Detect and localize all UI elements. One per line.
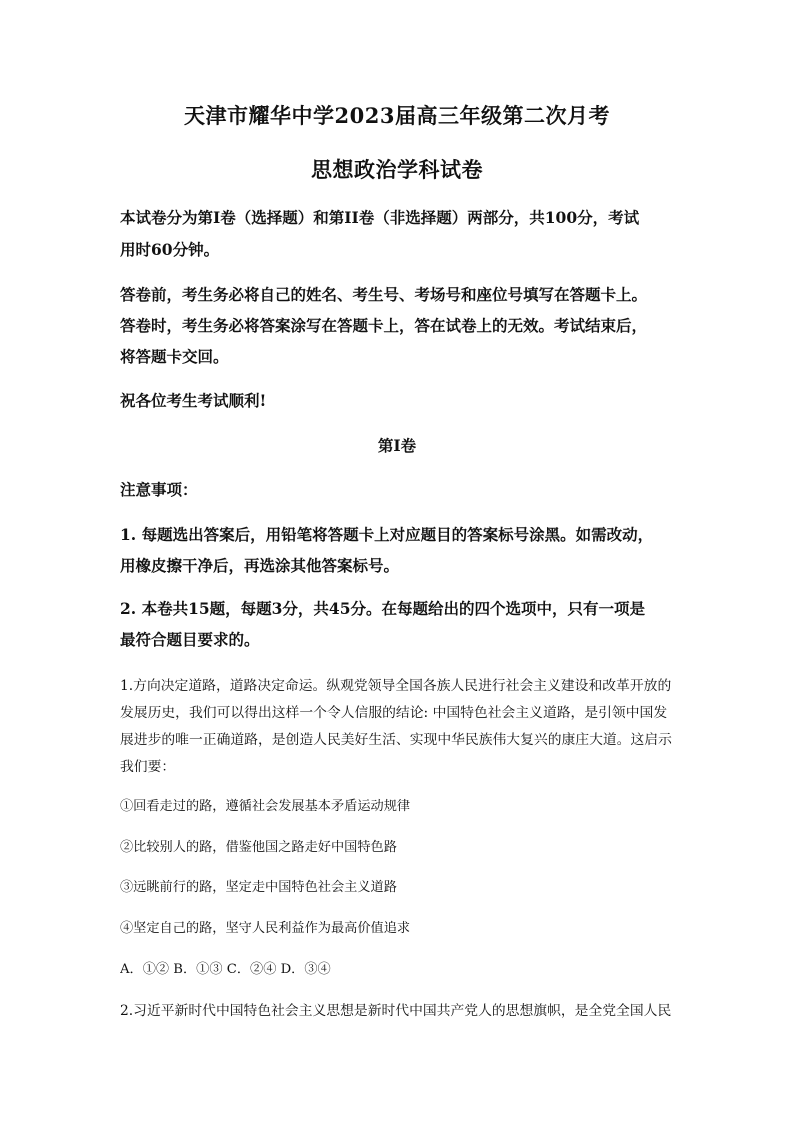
- question-1-statement-1: ①回看走过的路，遵循社会发展基本矛盾运动规律: [120, 799, 411, 814]
- note-1-line-1: 1. 每题选出答案后，用铅笔将答题卡上对应题目的答案标号涂黑。如需改动，: [120, 525, 654, 544]
- note-2-line-1: 2. 本卷共15题，每题3分，共45分。在每题给出的四个选项中，只有一项是: [120, 599, 646, 618]
- part-one-heading: 第I卷: [377, 436, 417, 455]
- question-1-line-3: 展进步的唯一正确道路，是创造人民美好生活、实现中华民族伟大复兴的康庄大道。这启示: [120, 732, 672, 748]
- question-2-line-1: 2.习近平新时代中国特色社会主义思想是新时代中国共产党人的思想旗帜，是全党全国人民: [120, 1003, 672, 1019]
- question-1-statement-2: ②比较别人的路，借鉴他国之路走好中国特色路: [120, 840, 397, 855]
- good-luck-wish: 祝各位考生考试顺利!: [120, 391, 267, 410]
- question-1-statement-3: ③远眺前行的路，坚定走中国特色社会主义道路: [120, 880, 397, 895]
- page-title: 天津市耀华中学2023届高三年级第二次月考: [184, 103, 610, 128]
- instructions-line-3: 将答题卡交回。: [120, 347, 229, 366]
- question-1-statement-4: ④坚定自己的路，坚守人民利益作为最高价值追求: [120, 921, 411, 936]
- exam-info-line-2: 用时60分钟。: [120, 240, 220, 259]
- instructions-line-2: 答卷时，考生务必将答案涂写在答题卡上，答在试卷上的无效。考试结束后，: [120, 316, 648, 335]
- question-1-line-1: 1.方向决定道路，道路决定命运。纵观党领导全国各族人民进行社会主义建设和改革开放的: [120, 678, 672, 694]
- question-1-line-2: 发展历史，我们可以得出这样一个令人信服的结论: 中国特色社会主义道路，是引领中国发: [120, 705, 668, 721]
- instructions-line-1: 答卷前，考生务必将自己的姓名、考生号、考场号和座位号填写在答题卡上。: [120, 285, 648, 304]
- exam-info-line-1: 本试卷分为第I卷（选择题）和第II卷（非选择题）两部分，共100分，考试: [120, 208, 640, 227]
- page-subtitle: 思想政治学科试卷: [311, 157, 483, 182]
- note-1-line-2: 用橡皮擦干净后，再选涂其他答案标号。: [120, 556, 400, 575]
- note-2-line-2: 最符合题目要求的。: [120, 630, 260, 649]
- question-1-choices: A．①② B．①③ C．②④ D．③④: [120, 962, 331, 977]
- notes-heading: 注意事项：: [120, 480, 198, 499]
- question-1-line-4: 我们要：: [120, 759, 176, 775]
